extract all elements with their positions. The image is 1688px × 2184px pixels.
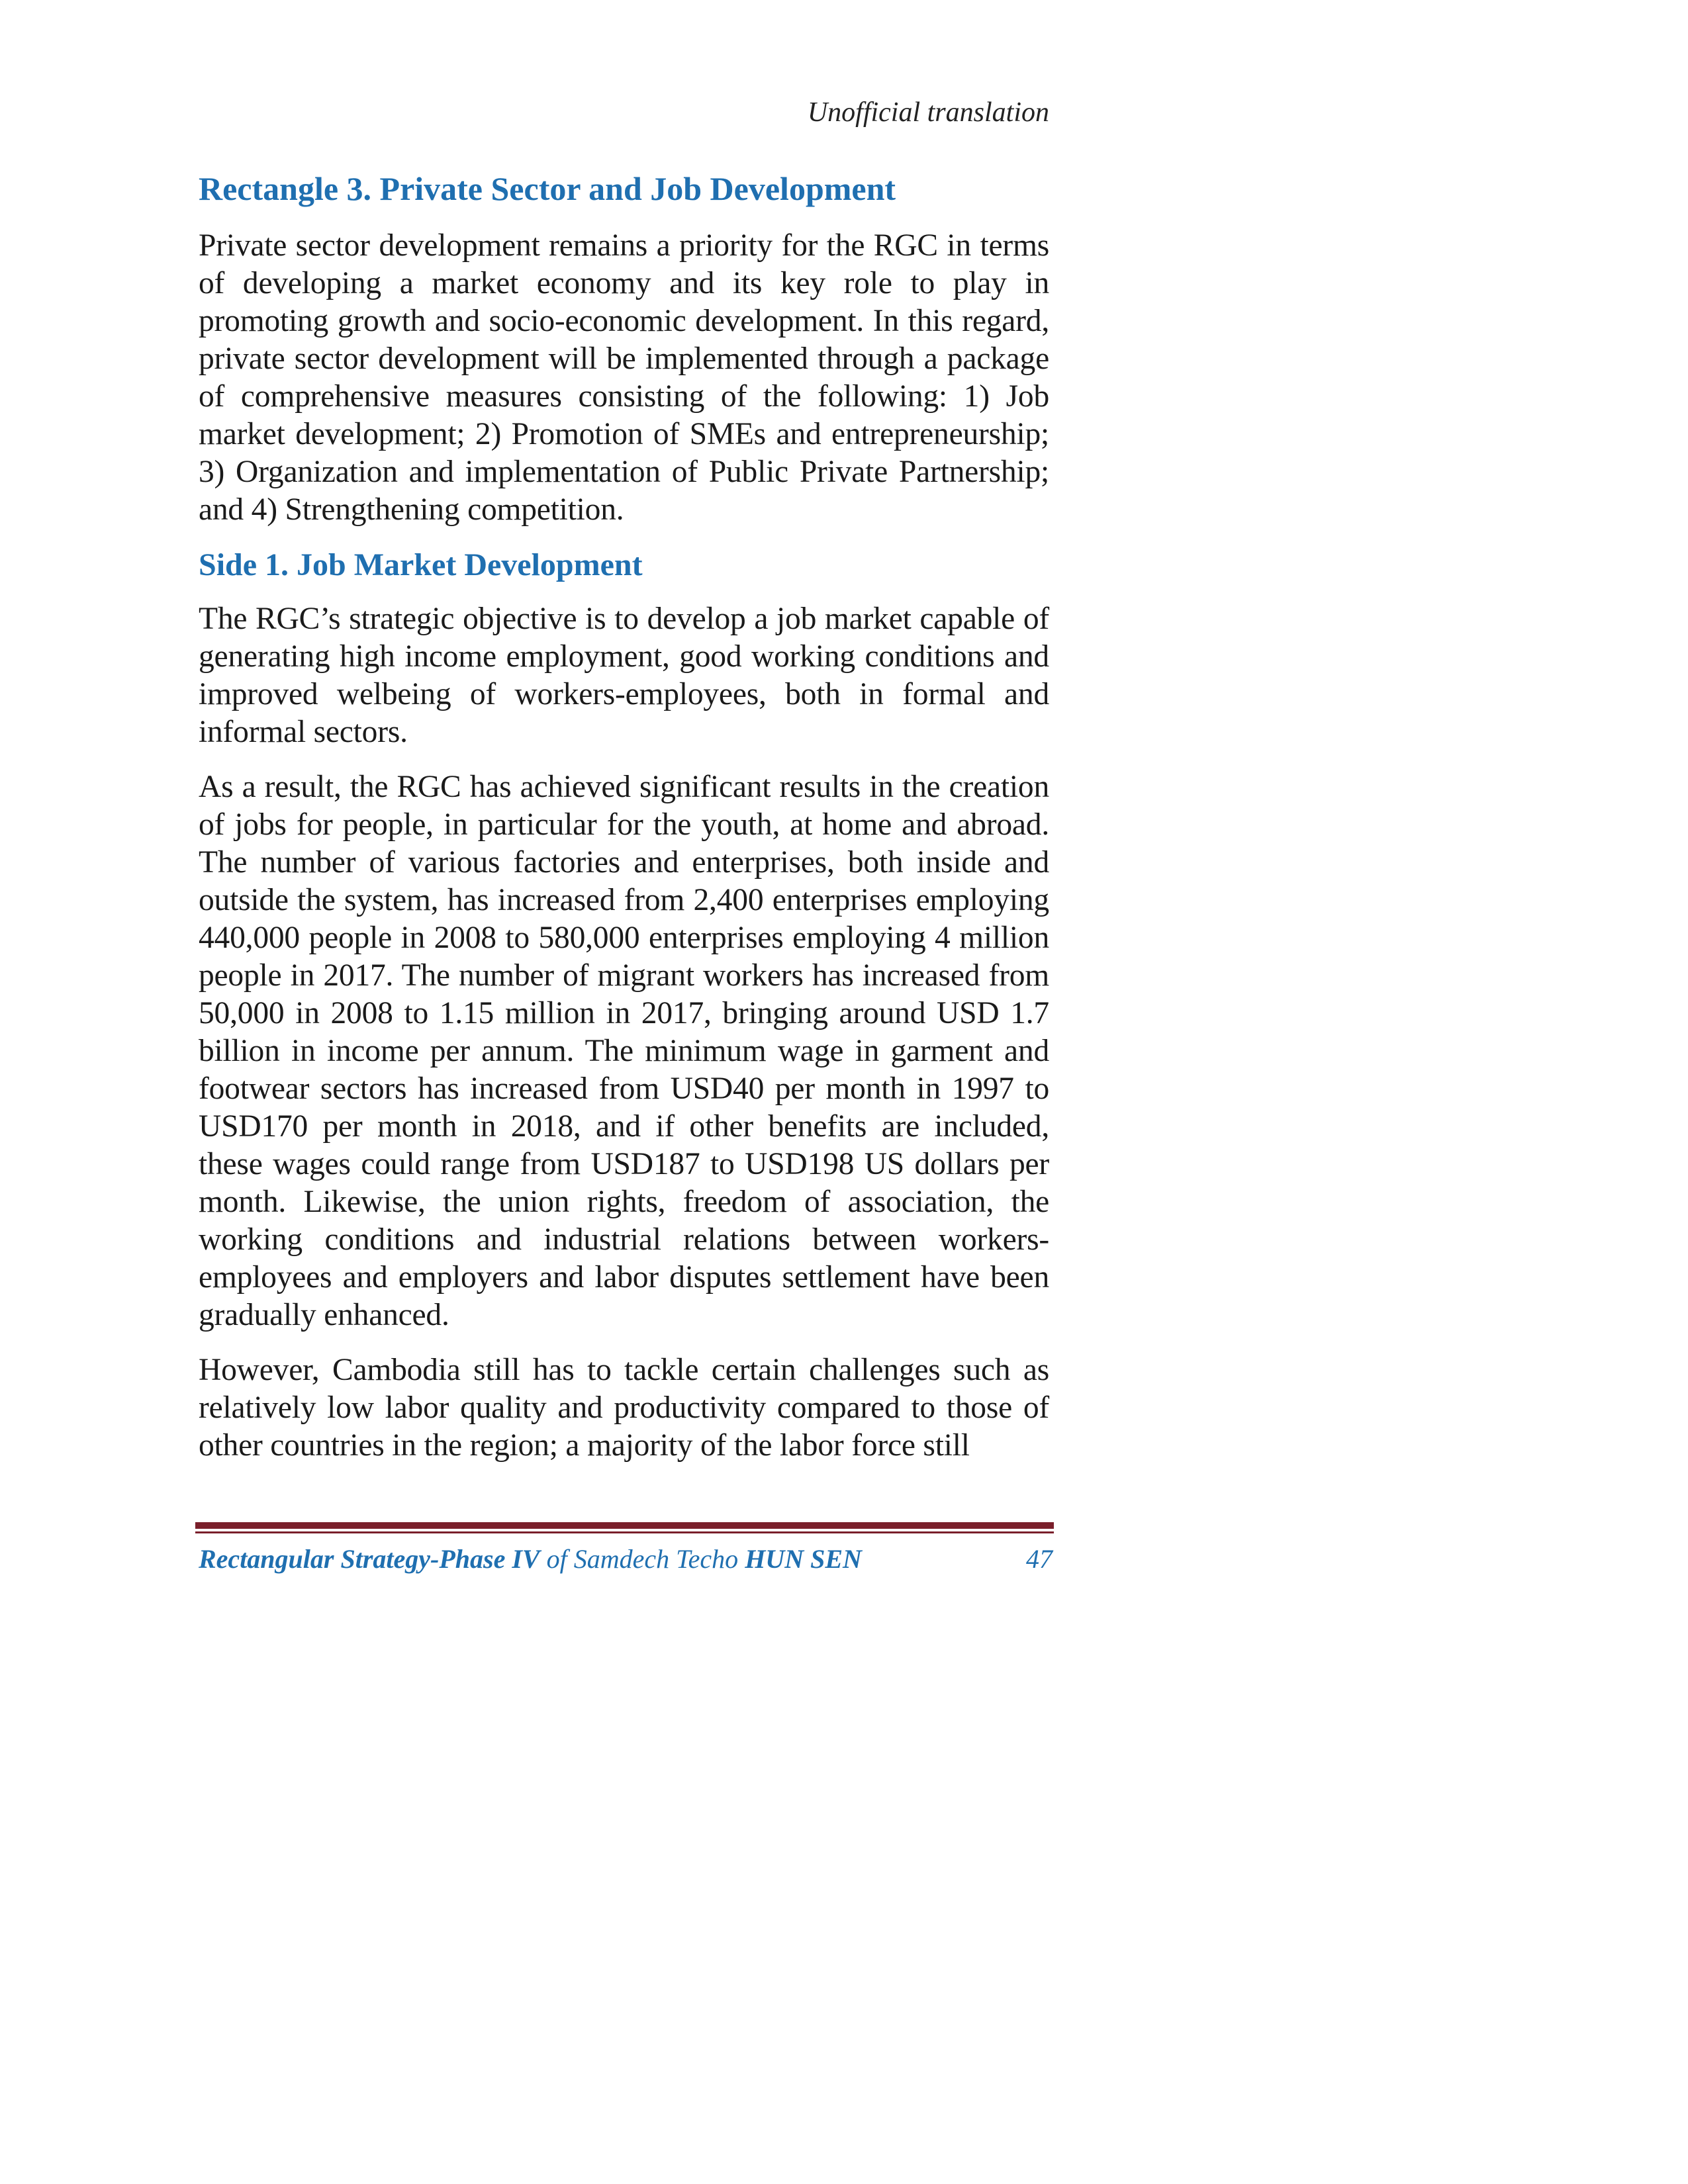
section-title: Rectangle 3. Private Sector and Job Development	[199, 170, 896, 207]
footer-rule-thin	[195, 1531, 1054, 1533]
paragraph-objective: The RGC’s strategic objective is to develop a job market capable of generating high income employment, good working conditions and improved welbeing of workers-employees, both in formal and informal sectors.	[199, 601, 1049, 749]
paragraph-results: As a result, the RGC has achieved significant results in the creation of jobs for people, in particular for the youth, at home and abroad. The number of various factories and enterprises, both inside and outside the system, has increased from 2,400 enterprises employing 440,000 people in 2008 to 580,000 enterprises employing 4 million people in 2017. The number of migrant workers has increased from 50,000 in 2008 to 1.15 million in 2017, bringing around USD 1.7 billion in income per annum. The minimum wage in garment and footwear sectors has increased from USD40 per month in 1997 to USD170 per month in 2018, and if other benefits are included, these wages could range from USD187 to USD198 US dollars per month. Likewise, the union rights, freedom of association, the working conditions and industrial relations between workers-employees and employers and labor disputes settlement have been gradually enhanced.	[199, 769, 1049, 1332]
page-body	[199, 169, 1049, 1482]
subsection-title: Side 1. Job Market Development	[199, 547, 643, 582]
footer-title-strategy: Rectangular Strategy-Phase IV	[199, 1544, 540, 1574]
footer-title-of: of Samdech Techo	[539, 1544, 745, 1574]
footer-rule	[195, 1522, 1054, 1529]
section-intro-paragraph: Private sector development remains a priority for the RGC in terms of developing a market economy and its key role to play in promoting growth and socio-economic development. In this regard, private sector development will be implemented through a package of comprehensive measures consisting of the following: 1) Job market development; 2) Promotion of SMEs and entrepreneurship; 3) Organization and implementation of Public Private Partnership; and 4) Strengthening competition.	[199, 228, 1049, 527]
footer-title-name: HUN SEN	[745, 1544, 862, 1574]
page-header-note: Unofficial translation	[807, 97, 1049, 128]
page-number: 47	[1026, 1544, 1053, 1574]
page-footer	[199, 1543, 1053, 1574]
paragraph-challenges: However, Cambodia still has to tackle certain challenges such as relatively low labor quality and productivity compared to those of other countries in the region; a majority of the labor force still	[199, 1352, 1049, 1463]
